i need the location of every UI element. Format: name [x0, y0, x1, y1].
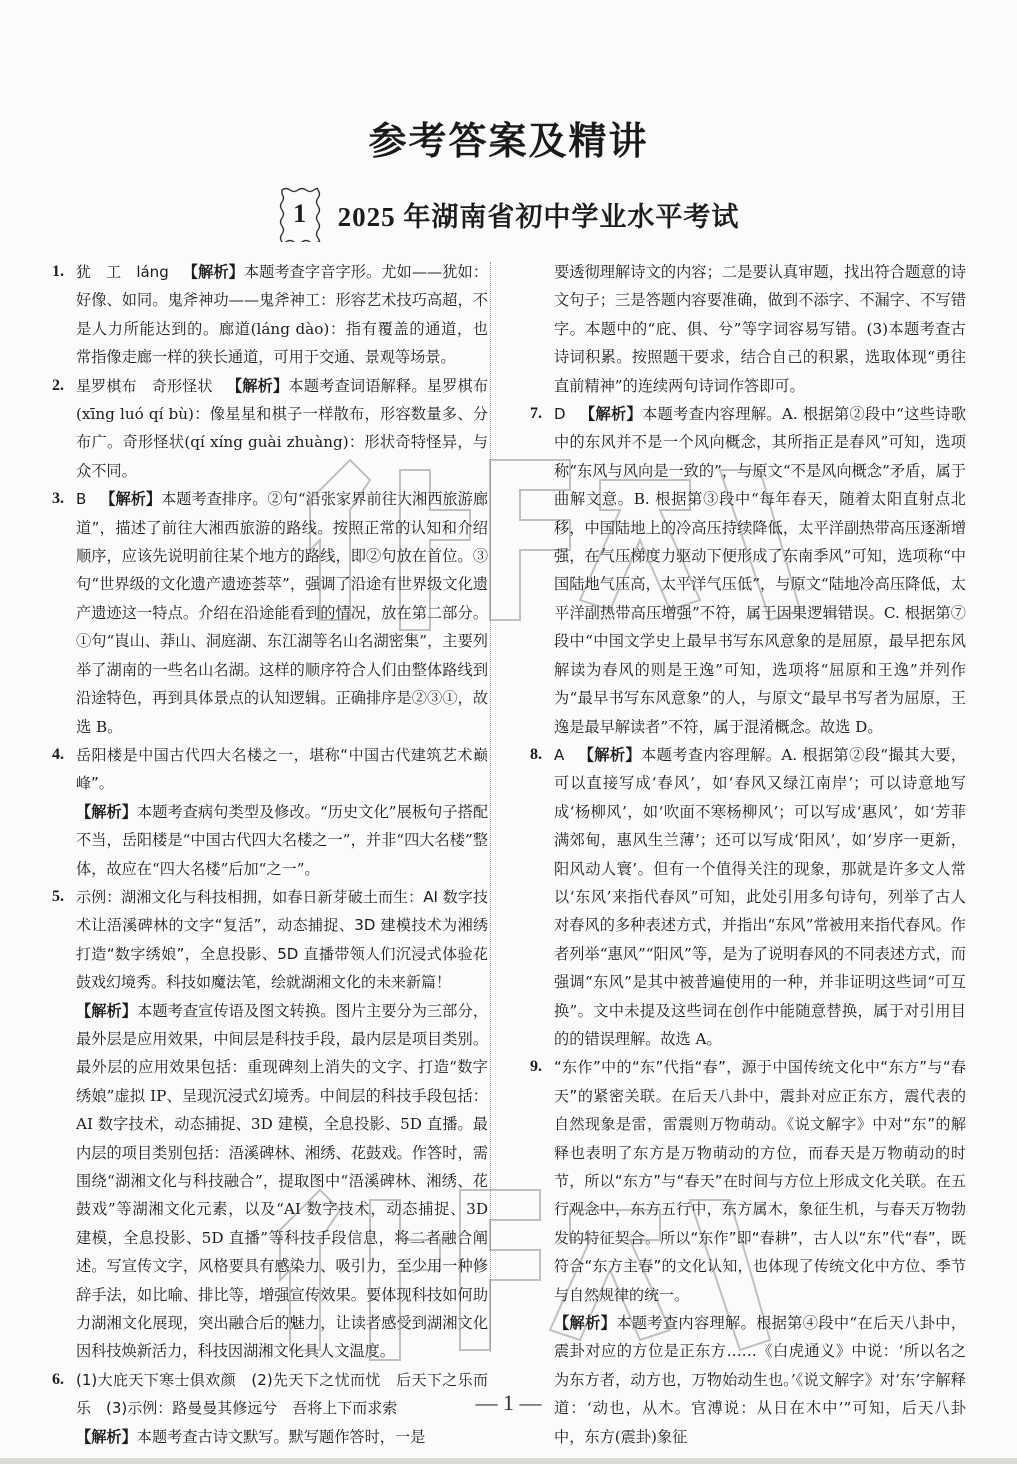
question-number: 6.	[52, 1370, 64, 1388]
analysis-text: 本题考查古诗文默写。默写题作答时，一是	[136, 1427, 426, 1446]
analysis-tag: 【解析】	[578, 745, 642, 764]
answer-text: 星罗棋布 奇形怪状	[76, 376, 213, 395]
answer-text: 示例：湖湘文化与科技相拥，如春日新芽破土而生：AI 数字技术让浯溪碑林的文字“复活”，动态捕捉、3D 建模技术为湘绣打造“数字绣娘”，全息投影、5D 直播带领人们沉浸式体验花鼓戏幻境秀。科技如魔法笔，绘就湖湘文化的未来新篇！	[76, 887, 488, 992]
question-number: 2.	[52, 376, 64, 394]
analysis-text: 本题考查排序。②句“沿张家界前往大湘西旅游廊道”，描述了前往大湘西旅游的路线。按照正常的认知和介绍顺序，应该先说明前往某个地方的路线，即②句放在首位。③句“世界级的文化遗产遗迹荟萃”，强调了沿途有世界级文化遗产遗迹这一特点。介绍在沿途能看到的情况，放在第二部分。①句“崀山、莽山、洞庭湖、东江湖等名山名湖密集”，主要列举了湖南的一些名山名湖。这样的顺序符合人们由整体路线到沿途特色，再到具体景点的认知逻辑。正确排序是②③①，故选 B。	[76, 490, 489, 736]
analysis-text: 本题考查内容理解。A. 根据第②段中“这些诗歌中的东风并不是一个风向概念，其所指正是春风”可知，选项称“东风与风向是一致的”，与原文“不是风向概念”矛盾，属于曲解文意。B. 根据第③段中“每年春天，随着太阳直射点北移，中国陆地上的冷高压持续降低，太平洋副热带高压逐渐增强，在气压梯度力驱动下便形成了东南季风”可知，选项称“中国陆地气压高，太平洋气压低”，与原文“陆地冷高压降低，太平洋副热带高压增强”不符，属于因果逻辑错误。C. 根据第⑦段中“中国文学史上最早书写东风意象的是屈原，最早把东风解读为春风的则是王逸”可知，选项将“屈原和王逸”并列作为“最早书写东风意象”的人，与原文“最早书写者为屈原，王逸是最早解读者”不符，属于混淆概念。故选 D。	[554, 405, 967, 736]
analysis-text: 本题考查内容理解。A. 根据第②段“撮其大要，可以直接写成‘春风’，如‘春风又绿江南岸’；可以诗意地写成‘杨柳风’，如‘吹面不寒杨柳风’；可以写成‘惠风’，如‘芳菲满郊甸，惠风生兰薄’；还可以写成‘阳风’，如‘岁序一更新，阳风动人寰’。但有一个值得关注的现象，那就是许多文人常以‘东风’来指代春风”可知，此处引用多句诗句，列举了古人对春风的多种表述方式，并指出“东风”常被用来指代春风。作者列举“惠风”“阳风”等，是为了说明春风的不同表述方式，而强调“东风”是其中被普遍使用的一种，并非证明这些词“可互换”。文中未提及这些词在创作中能随意替换，属于对引用目的的错误理解。故选 A。	[554, 745, 967, 1048]
left-column	[52, 258, 488, 1451]
analysis-text: 本题考查字音字形。尤如——犹如：好像、如同。鬼斧神功——鬼斧神工：形容艺术技巧高超，不是人力所能达到的。廊道(láng dào)：指有覆盖的通道，也常指像走廊一样的狭长通道，可用于交通、景观等场景。	[76, 263, 489, 367]
analysis-text: 本题考查词语解释。星罗棋布(xīng luó qí bù)：像星星和棋子一样散布，形容数量多、分布广。奇形怪状(qí xíng guài zhuàng)：形状奇特怪异，与众不同。	[76, 376, 489, 480]
section-header	[0, 178, 1017, 250]
analysis-paragraph-5	[52, 997, 488, 1366]
answer-text: “东作”中的“东”代指“春”，源于中国传统文化中“东方”与“春天”的紧密关联。在后天八卦中，震卦对应正东方，震代表的自然现象是雷，雷震则万物萌动。《说文解字》中对“东”的解释也表明了东方是万物萌动的方位，而春天是万物萌动的时节，所以“东方”与“春天”在时间与方位上形成文化关联。在五行观念中，东方五行中，东方属木，象征生机，与春天万物勃发的特征契合。所以“东作”即“春耕”，古人以“东”代“春”，既符合“东方主春”的文化认知，也体现了传统文化中方位、季节与自然规律的统一。	[554, 1058, 966, 1304]
analysis-continuation-6: 要透彻理解诗文的内容；二是要认真审题，找出符合题意的诗文句子；三是答题内容要准确，做到不添字、不漏字、不写错字。本题中的“庇、俱、兮”等字词容易写错。(3)本题考查古诗词积累。按照题干要求，结合自己的积累，选取体现“勇往直前精神”的连续两句诗词作答即可。	[554, 263, 966, 395]
analysis-tag: 【解析】	[100, 490, 162, 509]
answer-item-1	[52, 258, 488, 372]
question-number: 8.	[530, 745, 542, 763]
answer-item-9	[530, 1053, 966, 1309]
section-title: 2025 年湖南省初中学业水平考试	[337, 201, 740, 232]
answer-item-7	[530, 400, 966, 741]
answer-item-4	[52, 741, 488, 798]
question-number: 7.	[530, 405, 542, 423]
answer-text: (1)大庇天下寒士俱欢颜 (2)先天下之忧而忧 后天下之乐而乐 (3)示例：路曼曼其修远兮 吾将上下而求索	[76, 1370, 488, 1418]
answer-text: 犹 工 láng	[76, 263, 169, 281]
page-title: 参考答案及精讲	[368, 118, 649, 163]
analysis-tag: 【解析】	[76, 1427, 137, 1446]
analysis-tag: 【解析】	[554, 1314, 617, 1333]
answer-item-5	[52, 883, 488, 997]
answer-text: A	[554, 745, 565, 764]
analysis-text: 本题考查宣传语及图文转换。图片主要分为三部分，最外层是应用效果，中间层是科技手段，最内层是项目类别。最外层的应用效果包括：重现碑刻上消失的文字、打造“数字绣娘”虚拟 IP、呈现沉浸式幻境秀。中间层的科技手段包括：AI 数字技术，动态捕捉、3D 建模，全息投影、5D 直播。最内层的项目类别包括：浯溪碑林、湘绣、花鼓戏。作答时，需围绕“湖湘文化与科技融合”，提取图中“浯溪碑林、湘绣、花鼓戏”等湖湘文化元素，以及“AI 数字技术，动态捕捉、3D 建模，全息投影、5D 直播”等科技手段信息，将二者融合阐述。写宣传文字，风格要具有感染力、吸引力，至少用一种修辞手法，如比喻、排比等，增强宣传效果。要体现科技如何助力湖湘文化展现，突出融合后的魅力，让读者感受到湖湘文化因科技焕新活力，科技因湖湘文化具人文温度。	[76, 1001, 489, 1361]
answer-text: D	[554, 405, 566, 424]
section-number: 1	[293, 199, 307, 228]
question-number: 5.	[52, 887, 64, 905]
column-divider	[490, 262, 491, 1352]
answer-item-2	[52, 372, 488, 486]
analysis-paragraph-6	[52, 1423, 488, 1451]
analysis-text: 本题考查病句类型及修改。“历史文化”展板句子搭配不当，岳阳楼是“中国古代四大名楼之一”，并非“四大名楼”整体，故应在“四大名楼”后加“之一”。	[76, 802, 489, 878]
analysis-text: 本题考查内容理解。根据第④段中“在后天八卦中，震卦对应的方位是正东方……《白虎通义》中说：‘所以名之为东方者，动方也，万物始动生也。’《说文解字》对‘东’字解释道：‘动也，从木。官溥说：从日在木中’”可知，后天八卦中，东方(震卦)象征	[554, 1314, 967, 1446]
answer-item-8	[530, 741, 966, 1053]
page-bottom-edge	[0, 1458, 1017, 1464]
analysis-tag: 【解析】	[76, 802, 137, 821]
right-column	[530, 258, 966, 1451]
analysis-paragraph-9	[530, 1309, 966, 1451]
answer-item-3	[52, 485, 488, 741]
analysis-paragraph-4	[52, 798, 488, 883]
question-number: 3.	[52, 490, 64, 508]
section-number-badge	[278, 186, 322, 242]
question-number: 9.	[530, 1058, 542, 1076]
question-number: 4.	[52, 745, 64, 763]
analysis-tag: 【解析】	[76, 1001, 138, 1020]
analysis-tag: 【解析】	[226, 376, 289, 395]
question-number: 1.	[52, 263, 64, 280]
analysis-tag: 【解析】	[182, 263, 244, 281]
answer-text: 岳阳楼是中国古代四大名楼之一，堪称“中国古代建筑艺术巅峰”。	[76, 745, 488, 793]
analysis-tag: 【解析】	[579, 405, 643, 424]
answer-text: B	[76, 490, 87, 509]
page-number: — 1 —	[475, 1390, 542, 1415]
